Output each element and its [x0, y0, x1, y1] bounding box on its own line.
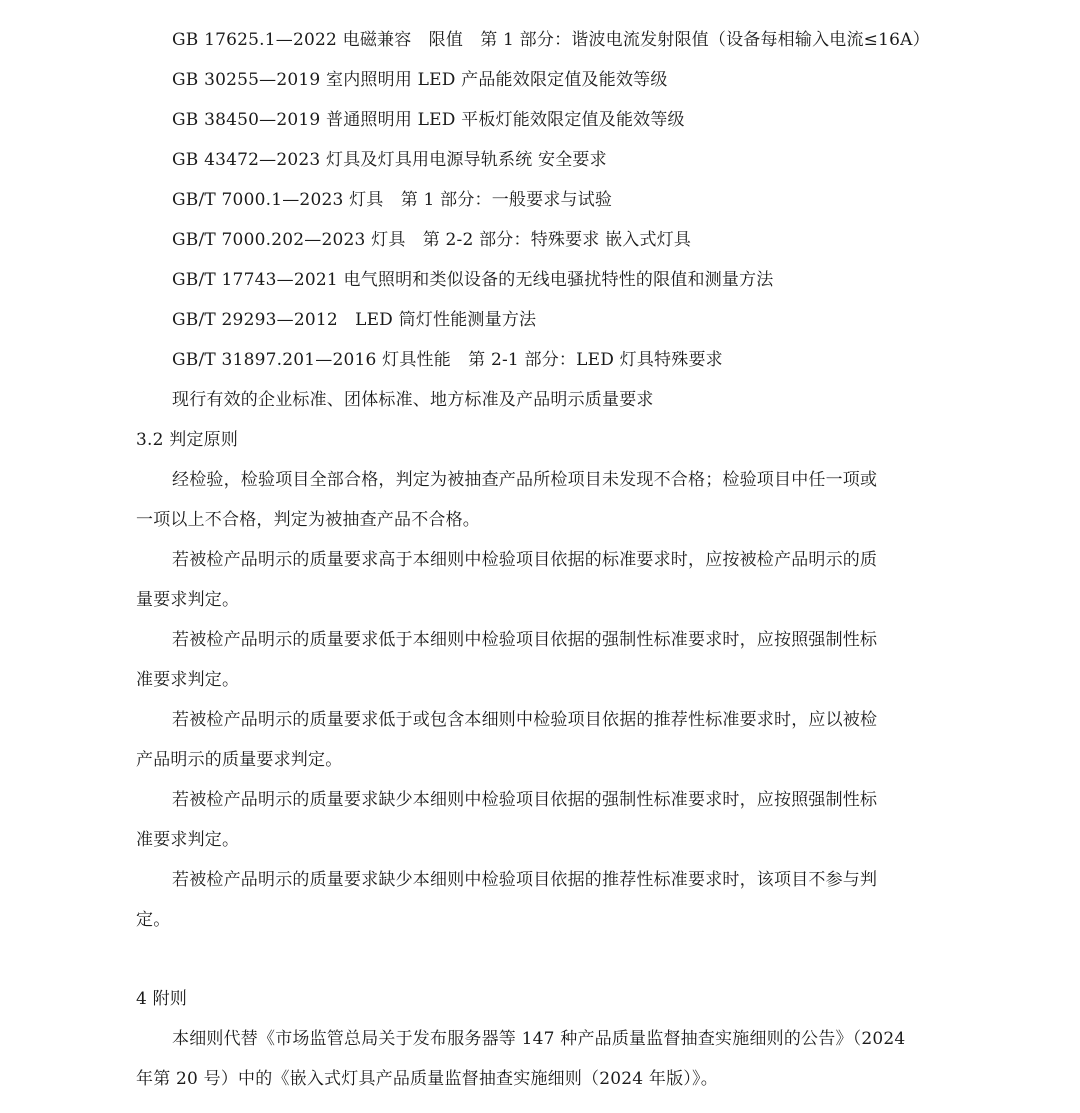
paragraph-line: 本细则代替《市场监管总局关于发布服务器等 147 种产品质量监督抽查实施细则的公告》（2024 [172, 1029, 906, 1049]
paragraph-line: 经检验，检验项目全部合格，判定为被抽查产品所检项目未发现不合格；检验项目中任一项或 [172, 470, 878, 490]
standard-item: GB 30255—2019 室内照明用 LED 产品能效限定值及能效等级 [172, 70, 668, 90]
section-heading: 4 附则 [136, 989, 188, 1009]
paragraph-line: 若被检产品明示的质量要求缺少本细则中检验项目依据的推荐性标准要求时，该项目不参与判 [172, 870, 878, 890]
paragraph-line: 量要求判定。 [136, 590, 240, 610]
paragraph-line: 准要求判定。 [136, 670, 240, 690]
paragraph-line: 若被检产品明示的质量要求低于本细则中检验项目依据的强制性标准要求时，应按照强制性标 [172, 630, 878, 650]
standard-item: GB/T 29293—2012 LED 筒灯性能测量方法 [172, 310, 537, 330]
section-heading: 3.2 判定原则 [136, 430, 239, 450]
standard-item: GB/T 7000.1—2023 灯具 第 1 部分：一般要求与试验 [172, 190, 613, 210]
standard-item: GB 17625.1—2022 电磁兼容 限值 第 1 部分：谐波电流发射限值（设备每相输入电流≤16A） [172, 30, 930, 50]
standard-item: GB 38450—2019 普通照明用 LED 平板灯能效限定值及能效等级 [172, 110, 685, 130]
paragraph-line: 若被检产品明示的质量要求低于或包含本细则中检验项目依据的推荐性标准要求时，应以被检 [172, 710, 878, 730]
standard-item: GB/T 7000.202—2023 灯具 第 2-2 部分：特殊要求 嵌入式灯具 [172, 230, 692, 250]
standard-item: 现行有效的企业标准、团体标准、地方标准及产品明示质量要求 [172, 390, 654, 410]
paragraph-line: 定。 [136, 910, 171, 930]
paragraph-line: 产品明示的质量要求判定。 [136, 750, 343, 770]
standard-item: GB/T 17743—2021 电气照明和类似设备的无线电骚扰特性的限值和测量方法 [172, 270, 774, 290]
paragraph-line: 若被检产品明示的质量要求缺少本细则中检验项目依据的强制性标准要求时，应按照强制性标 [172, 790, 878, 810]
standard-item: GB/T 31897.201—2016 灯具性能 第 2-1 部分：LED 灯具特殊要求 [172, 350, 723, 370]
standard-item: GB 43472—2023 灯具及灯具用电源导轨系统 安全要求 [172, 150, 607, 170]
paragraph-line: 年第 20 号）中的《嵌入式灯具产品质量监督抽查实施细则（2024 年版）》。 [136, 1069, 718, 1089]
paragraph-line: 若被检产品明示的质量要求高于本细则中检验项目依据的标准要求时，应按被检产品明示的质 [172, 550, 878, 570]
paragraph-line: 一项以上不合格，判定为被抽查产品不合格。 [136, 510, 480, 530]
paragraph-line: 准要求判定。 [136, 830, 240, 850]
